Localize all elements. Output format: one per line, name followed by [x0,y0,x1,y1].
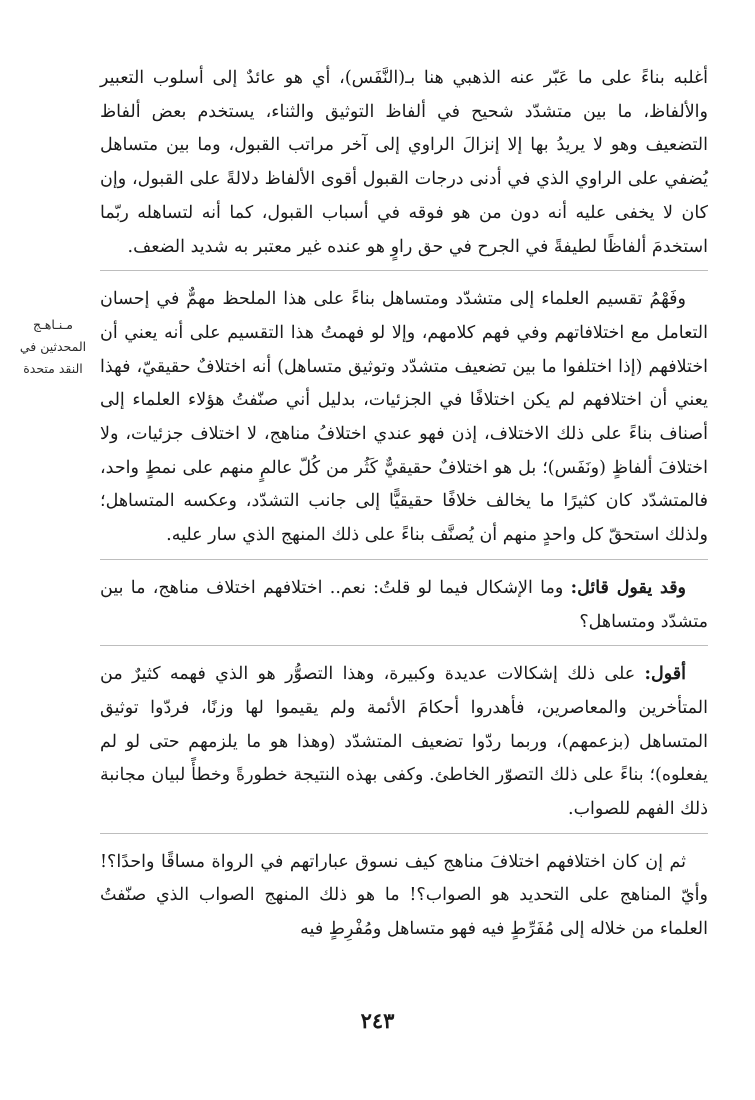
paragraph-3 [100,559,708,639]
paragraph-lead: وقد يقول قائل: [570,577,687,598]
paragraph-5 [100,833,708,947]
paragraph-4 [100,645,708,827]
paragraph-1 [100,62,708,264]
page-number: ٢٤٣ [360,1008,395,1033]
margin-note-line: مـنـاهـج [33,317,73,332]
paragraph-lead: أقول: [644,664,686,685]
paragraph-2 [100,270,708,553]
paragraph-text: أغلبه بناءً على ما عَبّر عنه الذهبي هنا بـ(النَّفَس)، أي هو عائدٌ إلى أسلوب التعبير والألفاظ، ما بين متشدّد شحيح في ألفاظ التوثيق والثناء، يستخدم بعض ألفاظ التضعيف وهو لا يريدُ بها إلا إنزالَ الراوي إلى آخر مراتب القبول، وما بين متساهل يُضفي على الراوي الذي في أدنى درجات القبول أقوى الألفاظ دلالةً على القبول، وإن كان لا يخفى عليه أنه دون من هو فوقه في أسباب القبول، كما أنه لتساهله ربّما استخدمَ ألفاظًا لطيفةً في الجرح في حق راوٍ هو عنده غير معتبر به شديد الضعف. [100,68,708,257]
margin-note [18,314,88,380]
paragraph-text: وما الإشكال فيما لو قلتُ: نعم.. اختلافهم اختلاف مناهج، ما بين متشدّد ومتساهل؟ [100,577,708,632]
margin-note-line: المحدثين في [19,339,87,354]
margin-note-line: النقد متحدة [23,361,83,376]
paragraph-text: وفَهْمُ تقسيم العلماء إلى متشدّد ومتساهل بناءً على هذا الملحظ مهمٌّ في إحسان التعامل مع اختلافاتهم وفي فهم كلامهم، وإلا لو فهمتُ هذا التقسيم على أنه يعني أن اختلافهم (إذا اختلفوا ما بين تضعيف متشدّد وتوثيق متساهل) أنه اختلافٌ حقيقيّ، فهذا يعني أن اختلافهم لم يكن اختلافًا في الجزئيات، بدليل أني صنّفتُ هؤلاء العلماء إلى أصناف بناءً على ذلك الاختلاف، إذن فهو عندي اختلافُ مناهج، لا اختلاف جزئيات، ولا اختلافَ ألفاظٍ (ونَفَس)؛ بل هو اختلافٌ حقيقيٌّ كَثُر من كُلّ عالمٍ منهم على نمطٍ واحد، فالمتشدّد كان كثيرًا ما يخالف خلافًا حقيقيًّا إلى جانب التشدّد، وعكسه المتساهل؛ ولذلك استحقّ كل واحدٍ منهم أن يُصنَّف بناءً على ذلك المنهج الذي سار عليه. [100,289,708,546]
main-text [100,62,708,947]
paragraph-text: على ذلك إشكالات عديدة وكبيرة، وهذا التصوُّر هو الذي فهمه كثيرٌ من المتأخرين والمعاصرين، فأهدروا أحكامَ الأئمة ولم يقيموا لها وزنًا، فردّوا توثيق المتساهل (بزعمهم)، وربما ردّوا تضعيف المتشدّد (وهذا هو ما يلزمهم حتى لو لم يفعلوه)؛ بناءً على ذلك التصوّر الخاطئ. وكفى بهذه النتيجة خطورةً وخطأً لبيان مجانبة ذلك الفهم للصواب. [100,664,708,820]
paragraph-text: ثم إن كان اختلافهم اختلافَ مناهج كيف نسوق عباراتهم في الرواة مساقًا واحدًا؟! وأيّ المناهج على التحديد هو الصواب؟! ما هو ذلك المنهج الصواب الذي صنّفتُ العلماء من خلاله إلى مُفَرِّطٍ فيه فهو متساهل ومُفْرِطٍ فيه [100,851,708,940]
